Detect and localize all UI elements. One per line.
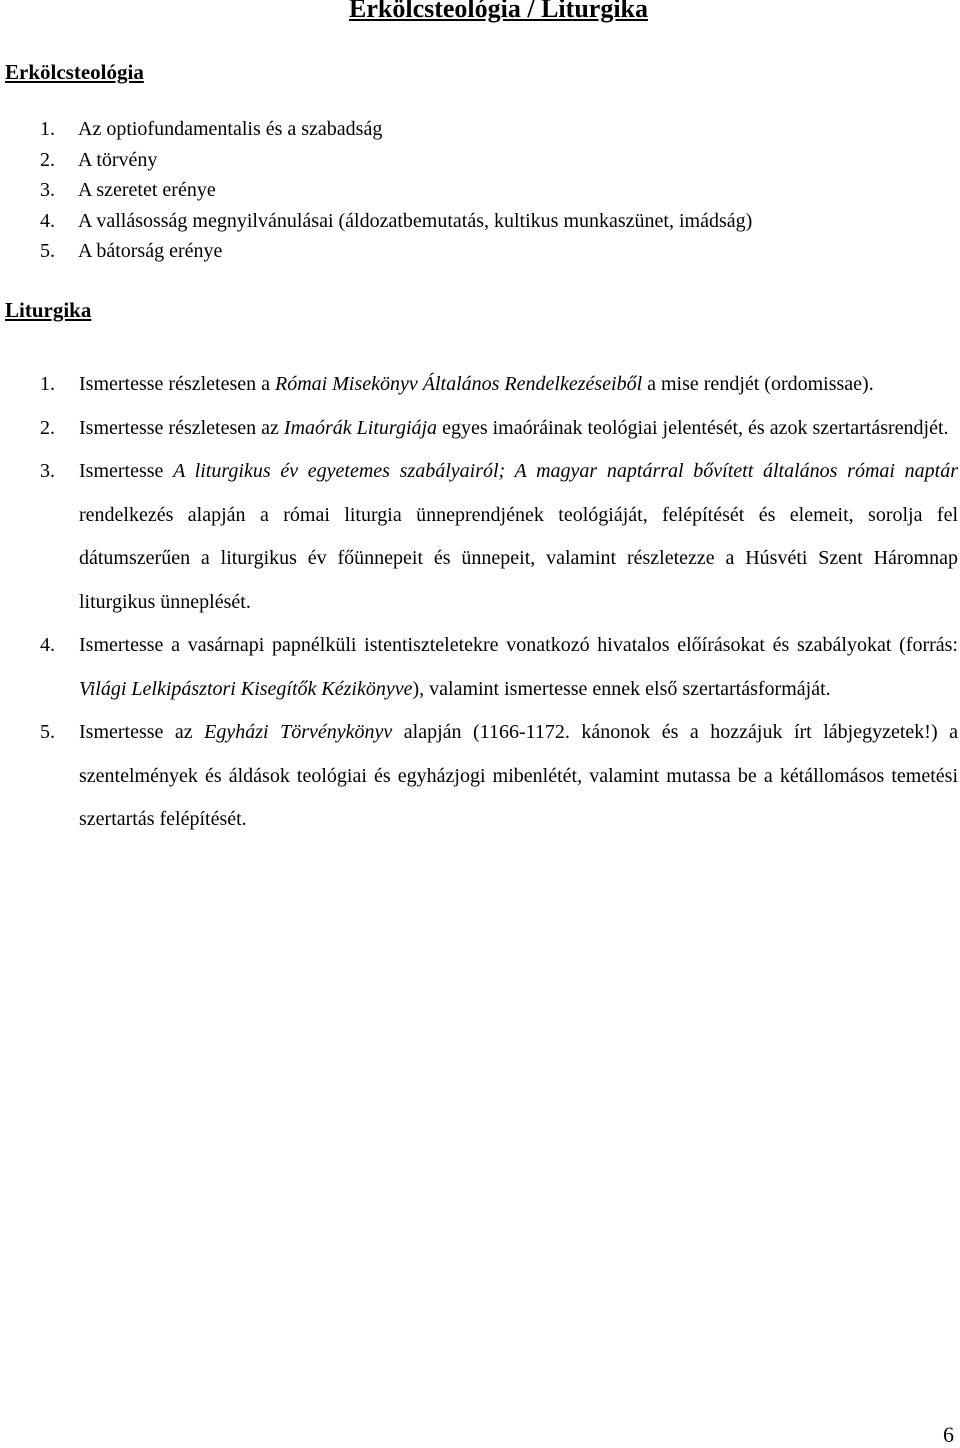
list-item [40,450,958,624]
item-text: A bátorság erénye [78,240,223,262]
item-text-part: Ismertesse az [79,721,205,743]
item-text-part: Ismertesse részletesen a [79,373,276,395]
item-text: A vallásosság megnyilvánulásai (áldozatbemutatás, kultikus munkaszünet, imádság) [78,209,753,232]
item-number: 1. [40,118,55,140]
list-item [40,114,752,145]
item-text-italic: A liturgikus év egyetemes szabályairól; A magyar naptárral bővített általános római naptár [173,460,958,482]
item-number: 4. [40,634,55,656]
list-item [40,145,752,176]
item-text-part: ), valamint ismertesse ennek első szertartásformáját. [412,677,831,700]
item-text [79,450,958,624]
item-number: 1. [40,373,55,395]
item-text: A szeretet erénye [78,179,216,201]
item-text-italic: Imaórák Liturgiája [283,416,438,439]
item-text [79,407,958,451]
list-item [40,711,958,842]
item-text-part: a mise rendjét (ordomissae). [642,373,874,395]
item-number: 4. [40,209,55,232]
item-text-part: alapján (1166-1172. kánonok és a hozzájuk írt lábjegyzetek!) a szentelmények és áldások teológiai és egyházjogi mibenlétét, valamint mutassa be a kétállomásos temetési szertartás felépítését. [79,721,958,830]
item-text-part: Ismertesse [79,460,174,482]
item-text-part: Ismertesse a vasárnapi papnélküli istentiszteletekre vonatkozó hivatalos előírásokat és szabályokat (forrás: [79,634,958,656]
item-text-part: Ismertesse részletesen az [79,416,284,439]
list-item [40,175,752,206]
item-number: 3. [40,179,55,201]
item-text [79,624,958,711]
section-heading-ethics: Erkölcsteológia [5,60,144,84]
item-number: 2. [40,416,55,439]
item-number: 2. [40,148,55,171]
list-item [40,363,958,407]
ethics-list [40,114,752,267]
list-item [40,624,958,711]
item-text-part: egyes imaóráinak teológiai jelentését, és azok szertartásrendjét. [437,416,949,439]
list-item [40,236,752,267]
item-text-italic: Világi Lelkipásztori Kisegítők Kézikönyve [79,677,413,700]
item-text [79,711,958,842]
item-text: A törvény [78,148,158,171]
section-heading-liturgy: Liturgika [5,298,92,322]
item-number: 5. [40,240,55,262]
liturgy-list [40,363,958,842]
item-text-italic: Római Misekönyv Általános Rendelkezéseiből [275,373,643,395]
page-number: 6 [943,1422,954,1447]
list-item [40,206,752,237]
item-number: 5. [40,721,55,743]
item-text-part: rendelkezés alapján a római liturgia ünneprendjének teológiáját, felépítését és elemeit, sorolja fel dátumszerűen a liturgikus év főünnepeit és ünnepeit, valamint részletezze a Húsvéti Szent Háromnap liturgikus ünneplését. [79,503,958,613]
page-title: Erkölcsteológia / Liturgika [349,0,648,23]
item-number: 3. [40,460,55,482]
list-item [40,407,958,451]
item-text [79,363,958,407]
item-text-italic: Egyházi Törvénykönyv [204,721,393,743]
item-text: Az optiofundamentalis és a szabadság [78,118,383,140]
